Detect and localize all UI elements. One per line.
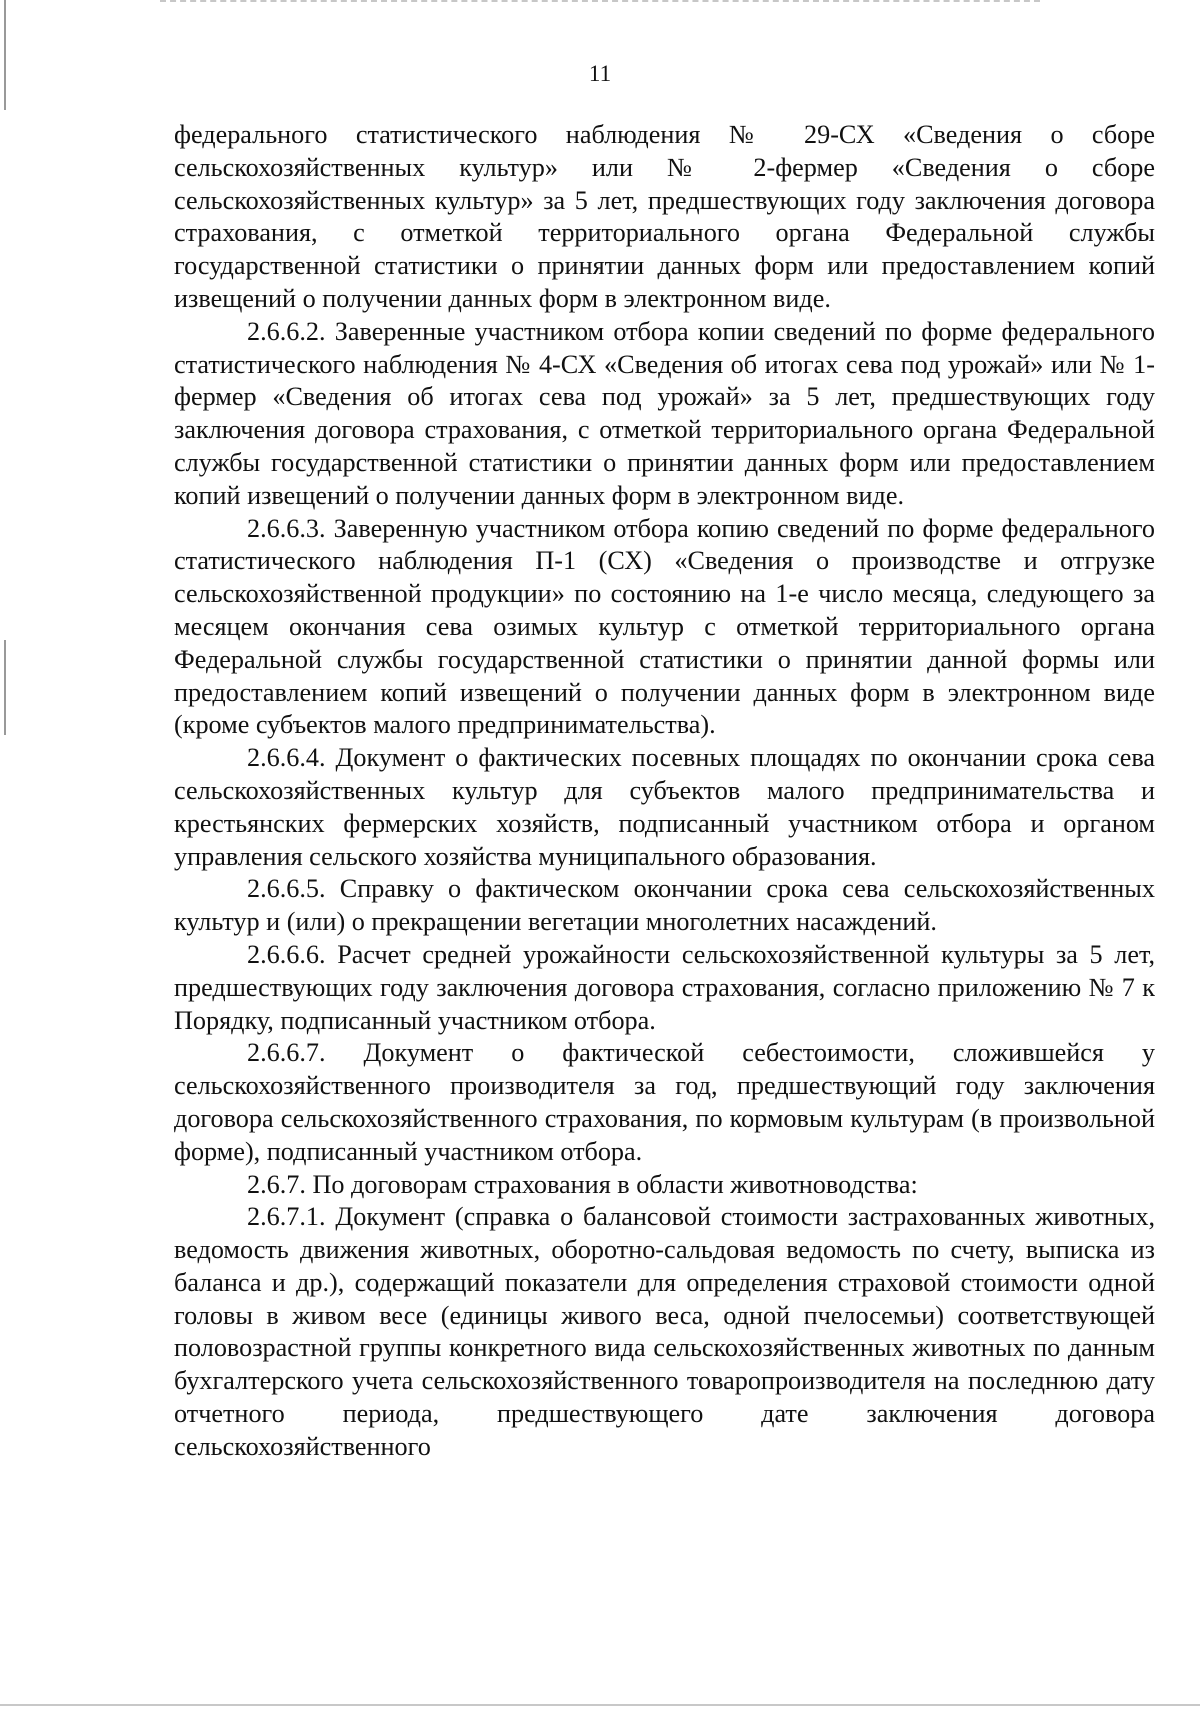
paragraph-2-6-7-1: 2.6.7.1. Документ (справка о балансовой стоимости застрахованных животных, ведомость движения животных, оборотно-сальдовая ведомость по счету, выписка из баланса и др.), содержащий показатели для определения страховой стоимости одной головы в живом весе (единицы живого веса, одной пчелосемьи) соответствующей половозрастной группы конкретного вида сельскохозяйственных животных по данным бухгалтерского учета сельскохозяйственного товаропроизводителя на последнюю дату отчетного периода, предшествующего дате заключения договора сельскохозяйственного xyxy=(174,1202,1155,1461)
paragraph-2-6-6-5: 2.6.6.5. Справку о фактическом окончании срока сева сельскохозяйственных культур и (или) о прекращении вегетации многолетних насаждений. xyxy=(174,874,1155,937)
paragraph-2-6-7: 2.6.7. По договорам страхования в области животноводства: xyxy=(247,1169,918,1199)
paragraph-2-6-6-7: 2.6.6.7. Документ о фактической себестоимости, сложившейся у сельскохозяйственного производителя за год, предшествующий году заключения договора сельскохозяйственного страхования, по кормовым культурам (в произвольной форме), подписанный участником отбора. xyxy=(174,1038,1155,1166)
document-body xyxy=(174,119,1155,1464)
page-number: 11 xyxy=(588,61,612,86)
scan-artifact-left-edge-lower xyxy=(4,640,6,735)
paragraph-2-6-6-2: 2.6.6.2. Заверенные участником отбора копии сведений по форме федерального статистического наблюдения № 4-СХ «Сведения об итогах сева под урожай» или № 1-фермер «Сведения об итогах сева под урожай» за 5 лет, предшествующих году заключения договора страхования, с отметкой территориального органа Федеральной службы государственной статистики о принятии данных форм или предоставлением копий извещений о получении данных форм в электронном виде. xyxy=(174,316,1155,510)
scan-artifact-top-line xyxy=(160,0,1040,5)
scan-artifact-left-edge xyxy=(4,0,6,110)
paragraph-2-6-6-4: 2.6.6.4. Документ о фактических посевных площадях по окончании срока сева сельскохозяйственных культур для субъектов малого предпринимательства и крестьянских фермерских хозяйств, подписанный участником отбора и органом управления сельского хозяйства муниципального образования. xyxy=(174,743,1155,871)
paragraph-continuation: федерального статистического наблюдения № 29-СХ «Сведения о сборе сельскохозяйственных культур» или № 2-фермер «Сведения о сборе сельскохозяйственных культур» за 5 лет, предшествующих году заключения договора страхования, с отметкой территориального органа Федеральной службы государственной статистики о принятии данных форм или предоставлением копий извещений о получении данных форм в электронном виде. xyxy=(174,120,1155,313)
paragraph-2-6-6-6: 2.6.6.6. Расчет средней урожайности сельскохозяйственной культуры за 5 лет, предшествующих году заключения договора страхования, согласно приложению № 7 к Порядку, подписанный участником отбора. xyxy=(174,939,1155,1035)
scan-artifact-bottom-line xyxy=(0,1704,1200,1706)
paragraph-2-6-6-3: 2.6.6.3. Заверенную участником отбора копию сведений по форме федерального статистического наблюдения П-1 (СХ) «Сведения о производстве и отгрузке сельскохозяйственной продукции» по состоянию на 1-е число месяца, следующего за месяцем окончания сева озимых культур с отметкой территориального органа Федеральной службы государственной статистики о принятии данной формы или предоставлением копий извещений о получении данных форм в электронном виде (кроме субъектов малого предпринимательства). xyxy=(174,513,1155,740)
